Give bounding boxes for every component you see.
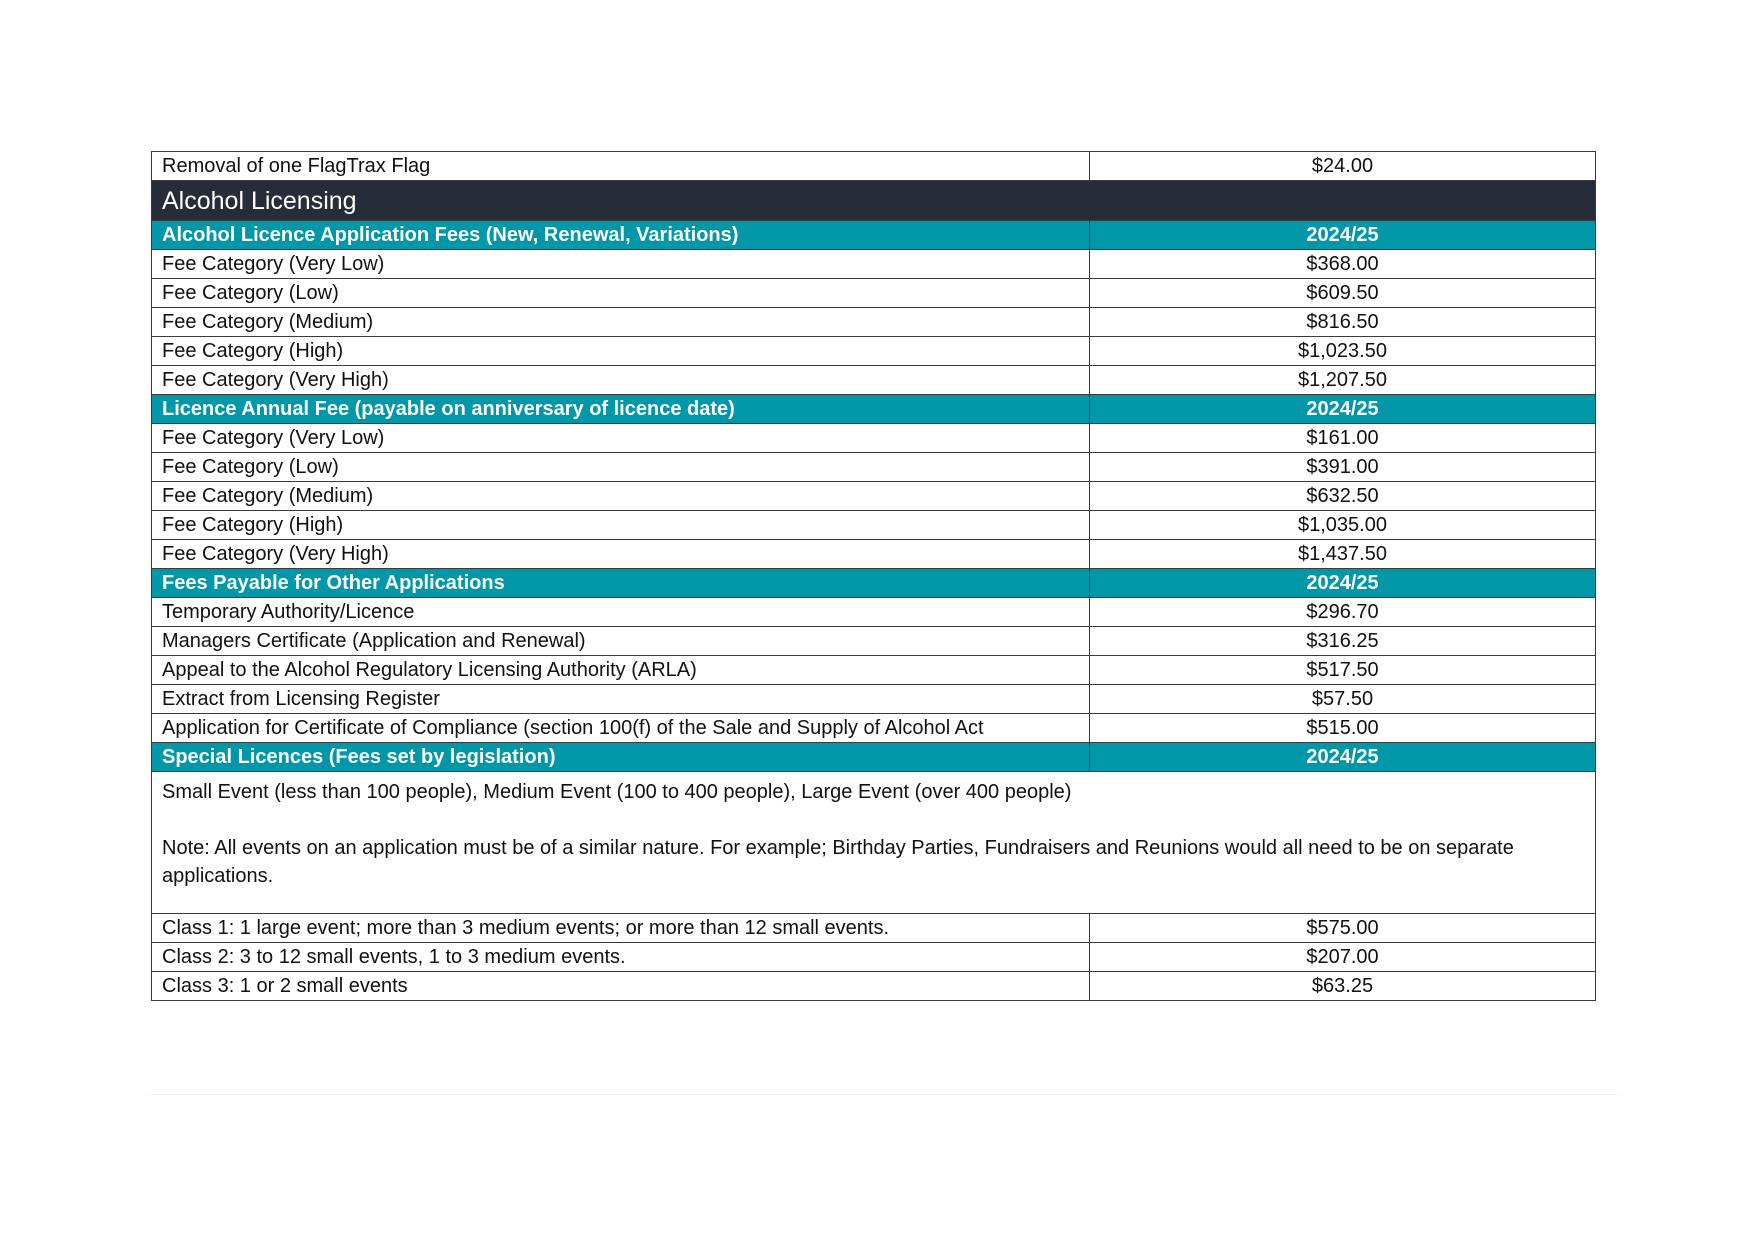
event-size-definition: Small Event (less than 100 people), Medium Event (100 to 400 people), Large Event (over 400 people) [162,781,1072,803]
table-row [152,627,1596,656]
fee-value: $517.50 [1090,656,1596,685]
table-row [152,308,1596,337]
section-title-row [152,181,1596,221]
fee-label: Class 2: 3 to 12 small events, 1 to 3 medium events. [152,943,1090,972]
fee-value: $296.70 [1090,598,1596,627]
similar-nature-note: Note: All events on an application must be of a similar nature. For example; Birthday Parties, Fundraisers and Reunions would all need to be on separate applications. [162,837,1514,887]
group-header-row [152,395,1596,424]
group-header: Alcohol Licence Application Fees (New, Renewal, Variations) [152,221,1090,250]
fee-value: $207.00 [1090,943,1596,972]
fee-label: Fee Category (Very High) [152,366,1090,395]
table-row [152,540,1596,569]
fee-value: $161.00 [1090,424,1596,453]
table-row [152,598,1596,627]
footer-divider [148,1094,1620,1095]
group-header-row [152,569,1596,598]
note-row [152,772,1596,914]
table-row [152,943,1596,972]
fee-label: Fee Category (High) [152,337,1090,366]
fee-label: Fee Category (Very Low) [152,250,1090,279]
group-header: Special Licences (Fees set by legislation) [152,743,1090,772]
fee-value: $24.00 [1090,152,1596,181]
table-row [152,250,1596,279]
fee-value: $816.50 [1090,308,1596,337]
fee-label: Fee Category (Low) [152,453,1090,482]
table-row [152,424,1596,453]
table-row [152,914,1596,943]
group-header: Licence Annual Fee (payable on anniversary of licence date) [152,395,1090,424]
fee-value: $632.50 [1090,482,1596,511]
fee-value: $368.00 [1090,250,1596,279]
table-row [152,152,1596,181]
fee-label: Fee Category (High) [152,511,1090,540]
fee-value: $609.50 [1090,279,1596,308]
fee-label: Fee Category (Very High) [152,540,1090,569]
group-header-row [152,221,1596,250]
fee-value: $1,035.00 [1090,511,1596,540]
fee-label: Fee Category (Low) [152,279,1090,308]
group-year: 2024/25 [1090,395,1596,424]
fee-label: Class 1: 1 large event; more than 3 medium events; or more than 12 small events. [152,914,1090,943]
special-licence-note [152,772,1596,914]
table-row [152,714,1596,743]
fee-label: Fee Category (Medium) [152,482,1090,511]
fee-value: $515.00 [1090,714,1596,743]
group-header: Fees Payable for Other Applications [152,569,1090,598]
fee-label: Appeal to the Alcohol Regulatory Licensing Authority (ARLA) [152,656,1090,685]
fee-label: Extract from Licensing Register [152,685,1090,714]
table-row [152,511,1596,540]
fee-value: $391.00 [1090,453,1596,482]
group-year: 2024/25 [1090,221,1596,250]
table-row [152,279,1596,308]
fee-value: $316.25 [1090,627,1596,656]
fee-label: Managers Certificate (Application and Renewal) [152,627,1090,656]
group-year: 2024/25 [1090,569,1596,598]
group-year: 2024/25 [1090,743,1596,772]
table-row [152,482,1596,511]
fee-value: $63.25 [1090,972,1596,1001]
fee-label: Fee Category (Medium) [152,308,1090,337]
fee-value: $1,437.50 [1090,540,1596,569]
fee-label: Application for Certificate of Compliance (section 100(f) of the Sale and Supply of Alcohol Act [152,714,1090,743]
fee-value: $1,207.50 [1090,366,1596,395]
fee-label: Temporary Authority/Licence [152,598,1090,627]
fee-value: $57.50 [1090,685,1596,714]
table-row [152,685,1596,714]
table-row [152,366,1596,395]
fee-label: Removal of one FlagTrax Flag [152,152,1090,181]
group-header-row [152,743,1596,772]
table-row [152,972,1596,1001]
fee-label: Class 3: 1 or 2 small events [152,972,1090,1001]
fee-value: $575.00 [1090,914,1596,943]
table-row [152,656,1596,685]
fees-table [151,151,1596,1001]
table-row [152,337,1596,366]
section-title: Alcohol Licensing [152,181,1596,221]
note-spacer [162,806,1585,834]
table-row [152,453,1596,482]
fee-label: Fee Category (Very Low) [152,424,1090,453]
fee-value: $1,023.50 [1090,337,1596,366]
